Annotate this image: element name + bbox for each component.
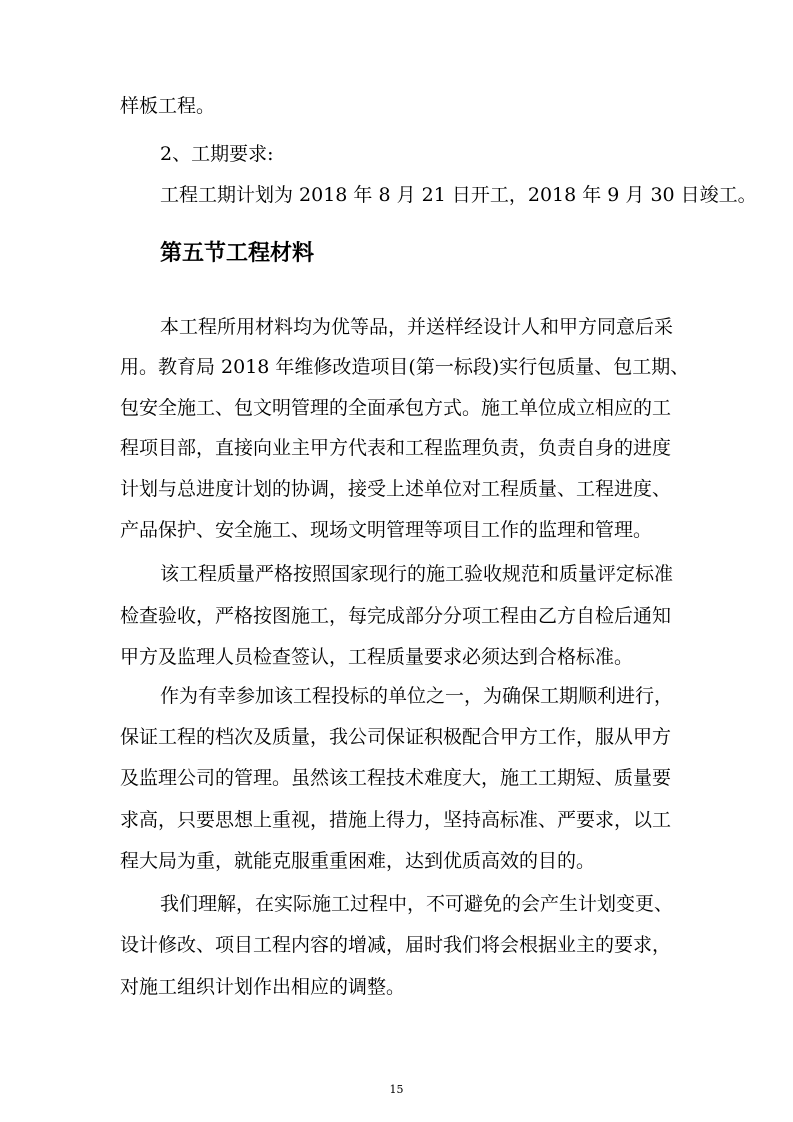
body-line: 该工程质量严格按照国家现行的施工验收规范和质量评定标准 bbox=[160, 563, 674, 585]
body-line: 程项目部，直接向业主甲方代表和工程监理负责，负责自身的进度 bbox=[120, 437, 672, 459]
body-line: 对施工组织计划作出相应的调整。 bbox=[120, 976, 406, 998]
body-line: 设计修改、项目工程内容的增减，届时我们将会根据业主的要求， bbox=[120, 934, 672, 956]
requirement-heading: 2、工期要求: bbox=[160, 143, 274, 165]
body-line: 计划与总进度计划的协调，接受上述单位对工程质量、工程进度、 bbox=[120, 478, 672, 500]
body-line: 保证工程的档次及质量，我公司保证积极配合甲方工作，服从甲方 bbox=[120, 726, 672, 748]
body-line: 用。教育局 2018 年维修改造项目(第一标段)实行包质量、包工期、 bbox=[120, 356, 690, 378]
body-line: 产品保护、安全施工、现场文明管理等项目工作的监理和管理。 bbox=[120, 519, 653, 541]
body-line: 工程工期计划为 2018 年 8 月 21 日开工，2018 年 9 月 30 日竣工。 bbox=[160, 184, 757, 206]
body-line: 本工程所用材料均为优等品，并送样经设计人和甲方同意后采 bbox=[160, 316, 674, 338]
body-line: 作为有幸参加该工程投标的单位之一，为确保工期顺利进行， bbox=[160, 685, 674, 707]
body-line: 求高，只要思想上重视，措施上得力，坚持高标准、严要求，以工 bbox=[120, 809, 672, 831]
page-number: 15 bbox=[389, 1083, 404, 1096]
body-line: 甲方及监理人员检查签认，工程质量要求必须达到合格标准。 bbox=[120, 646, 634, 668]
section-heading: 第五节工程材料 bbox=[160, 241, 315, 266]
body-line: 及监理公司的管理。虽然该工程技术难度大，施工工期短、质量要 bbox=[120, 767, 672, 789]
body-line: 检查验收，严格按图施工，每完成部分分项工程由乙方自检后通知 bbox=[120, 605, 672, 627]
body-line: 包安全施工、包文明管理的全面承包方式。施工单位成立相应的工 bbox=[120, 397, 672, 419]
body-line: 样板工程。 bbox=[120, 95, 216, 117]
body-line: 程大局为重，就能克服重重困难，达到优质高效的目的。 bbox=[120, 850, 596, 872]
body-line: 我们理解，在实际施工过程中，不可避免的会产生计划变更、 bbox=[160, 893, 674, 915]
